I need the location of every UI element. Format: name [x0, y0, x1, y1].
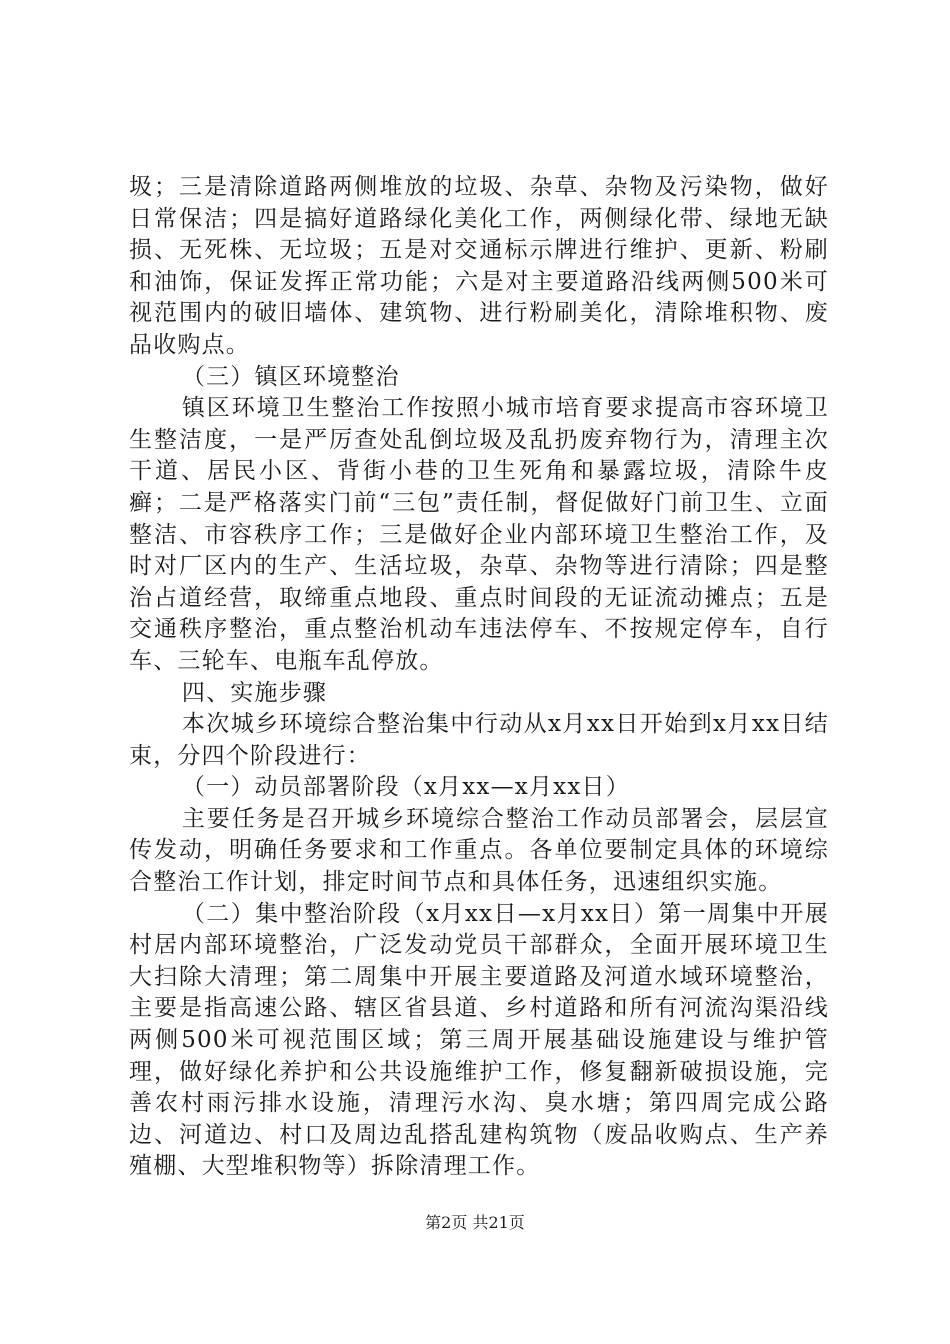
document-body: [129, 172, 829, 1183]
paragraph-town-environment: 镇区环境卫生整治工作按照小城市培育要求提高市容环境卫生整洁度，一是严厉查处乱倒垃圾及乱扔废弃物行为，清理主次干道、居民小区、背街小巷的卫生死角和暴露垃圾，清除牛皮癣；二是严格落实门前“三包”责任制，督促做好门前卫生、立面整洁、市容秩序工作；三是做好企业内部环境卫生整治工作，及时对厂区内的生产、生活垃圾，杂草、杂物等进行清除；四是整治占道经营，取缔重点地段、重点时间段的无证流动摊点；五是交通秩序整治，重点整治机动车违法停车、不按规定停车，自行车、三轮车、电瓶车乱停放。: [129, 395, 829, 674]
page-footer: 第2页 共21页: [425, 1213, 525, 1232]
paragraph-road-cleanup-continued: 圾；三是清除道路两侧堆放的垃圾、杂草、杂物及污染物，做好日常保洁；四是搞好道路绿化美化工作，两侧绿化带、绿地无缺损、无死株、无垃圾；五是对交通标示牌进行维护、更新、粉刷和油饰，保证发挥正常功能；六是对主要道路沿线两侧500米可视范围内的破旧墙体、建筑物、进行粉刷美化，清除堆积物、废品收购点。: [129, 174, 829, 358]
paragraph-implementation-intro: 本次城乡环境综合整治集中行动从x月xx日开始到x月xx日结束，分四个阶段进行：: [129, 711, 829, 769]
heading-mobilization-phase: （一）动员部署阶段（x月xx—x月xx日）: [181, 774, 630, 801]
paragraph-mobilization-phase: 主要任务是召开城乡环境综合整治工作动员部署会，层层宣传发动，明确任务要求和工作重点。各单位要制定具体的环境综合整治工作计划，排定时间节点和具体任务，迅速组织实施。: [129, 805, 829, 896]
heading-implementation-steps: 四、实施步骤: [181, 679, 328, 706]
paragraph-concentrated-phase: （二）集中整治阶段（x月xx日—x月xx日）第一周集中开展村居内部环境整治，广泛发动党员干部群众，全面开展环境卫生大扫除大清理；第二周集中开展主要道路及河道水域环境整治，主要是指高速公路、辖区省县道、乡村道路和所有河流沟渠沿线两侧500米可视范围区域；第三周开展基础设施建设与维护管理，做好绿化养护和公共设施维护工作，修复翻新破损设施，完善农村雨污排水设施，清理污水沟、臭水塘；第四周完成公路边、河道边、村口及周边乱搭乱建构筑物（废品收购点、生产养殖棚、大型堆积物等）拆除清理工作。: [129, 900, 829, 1180]
heading-town-environment: （三）镇区环境整治: [181, 363, 400, 390]
